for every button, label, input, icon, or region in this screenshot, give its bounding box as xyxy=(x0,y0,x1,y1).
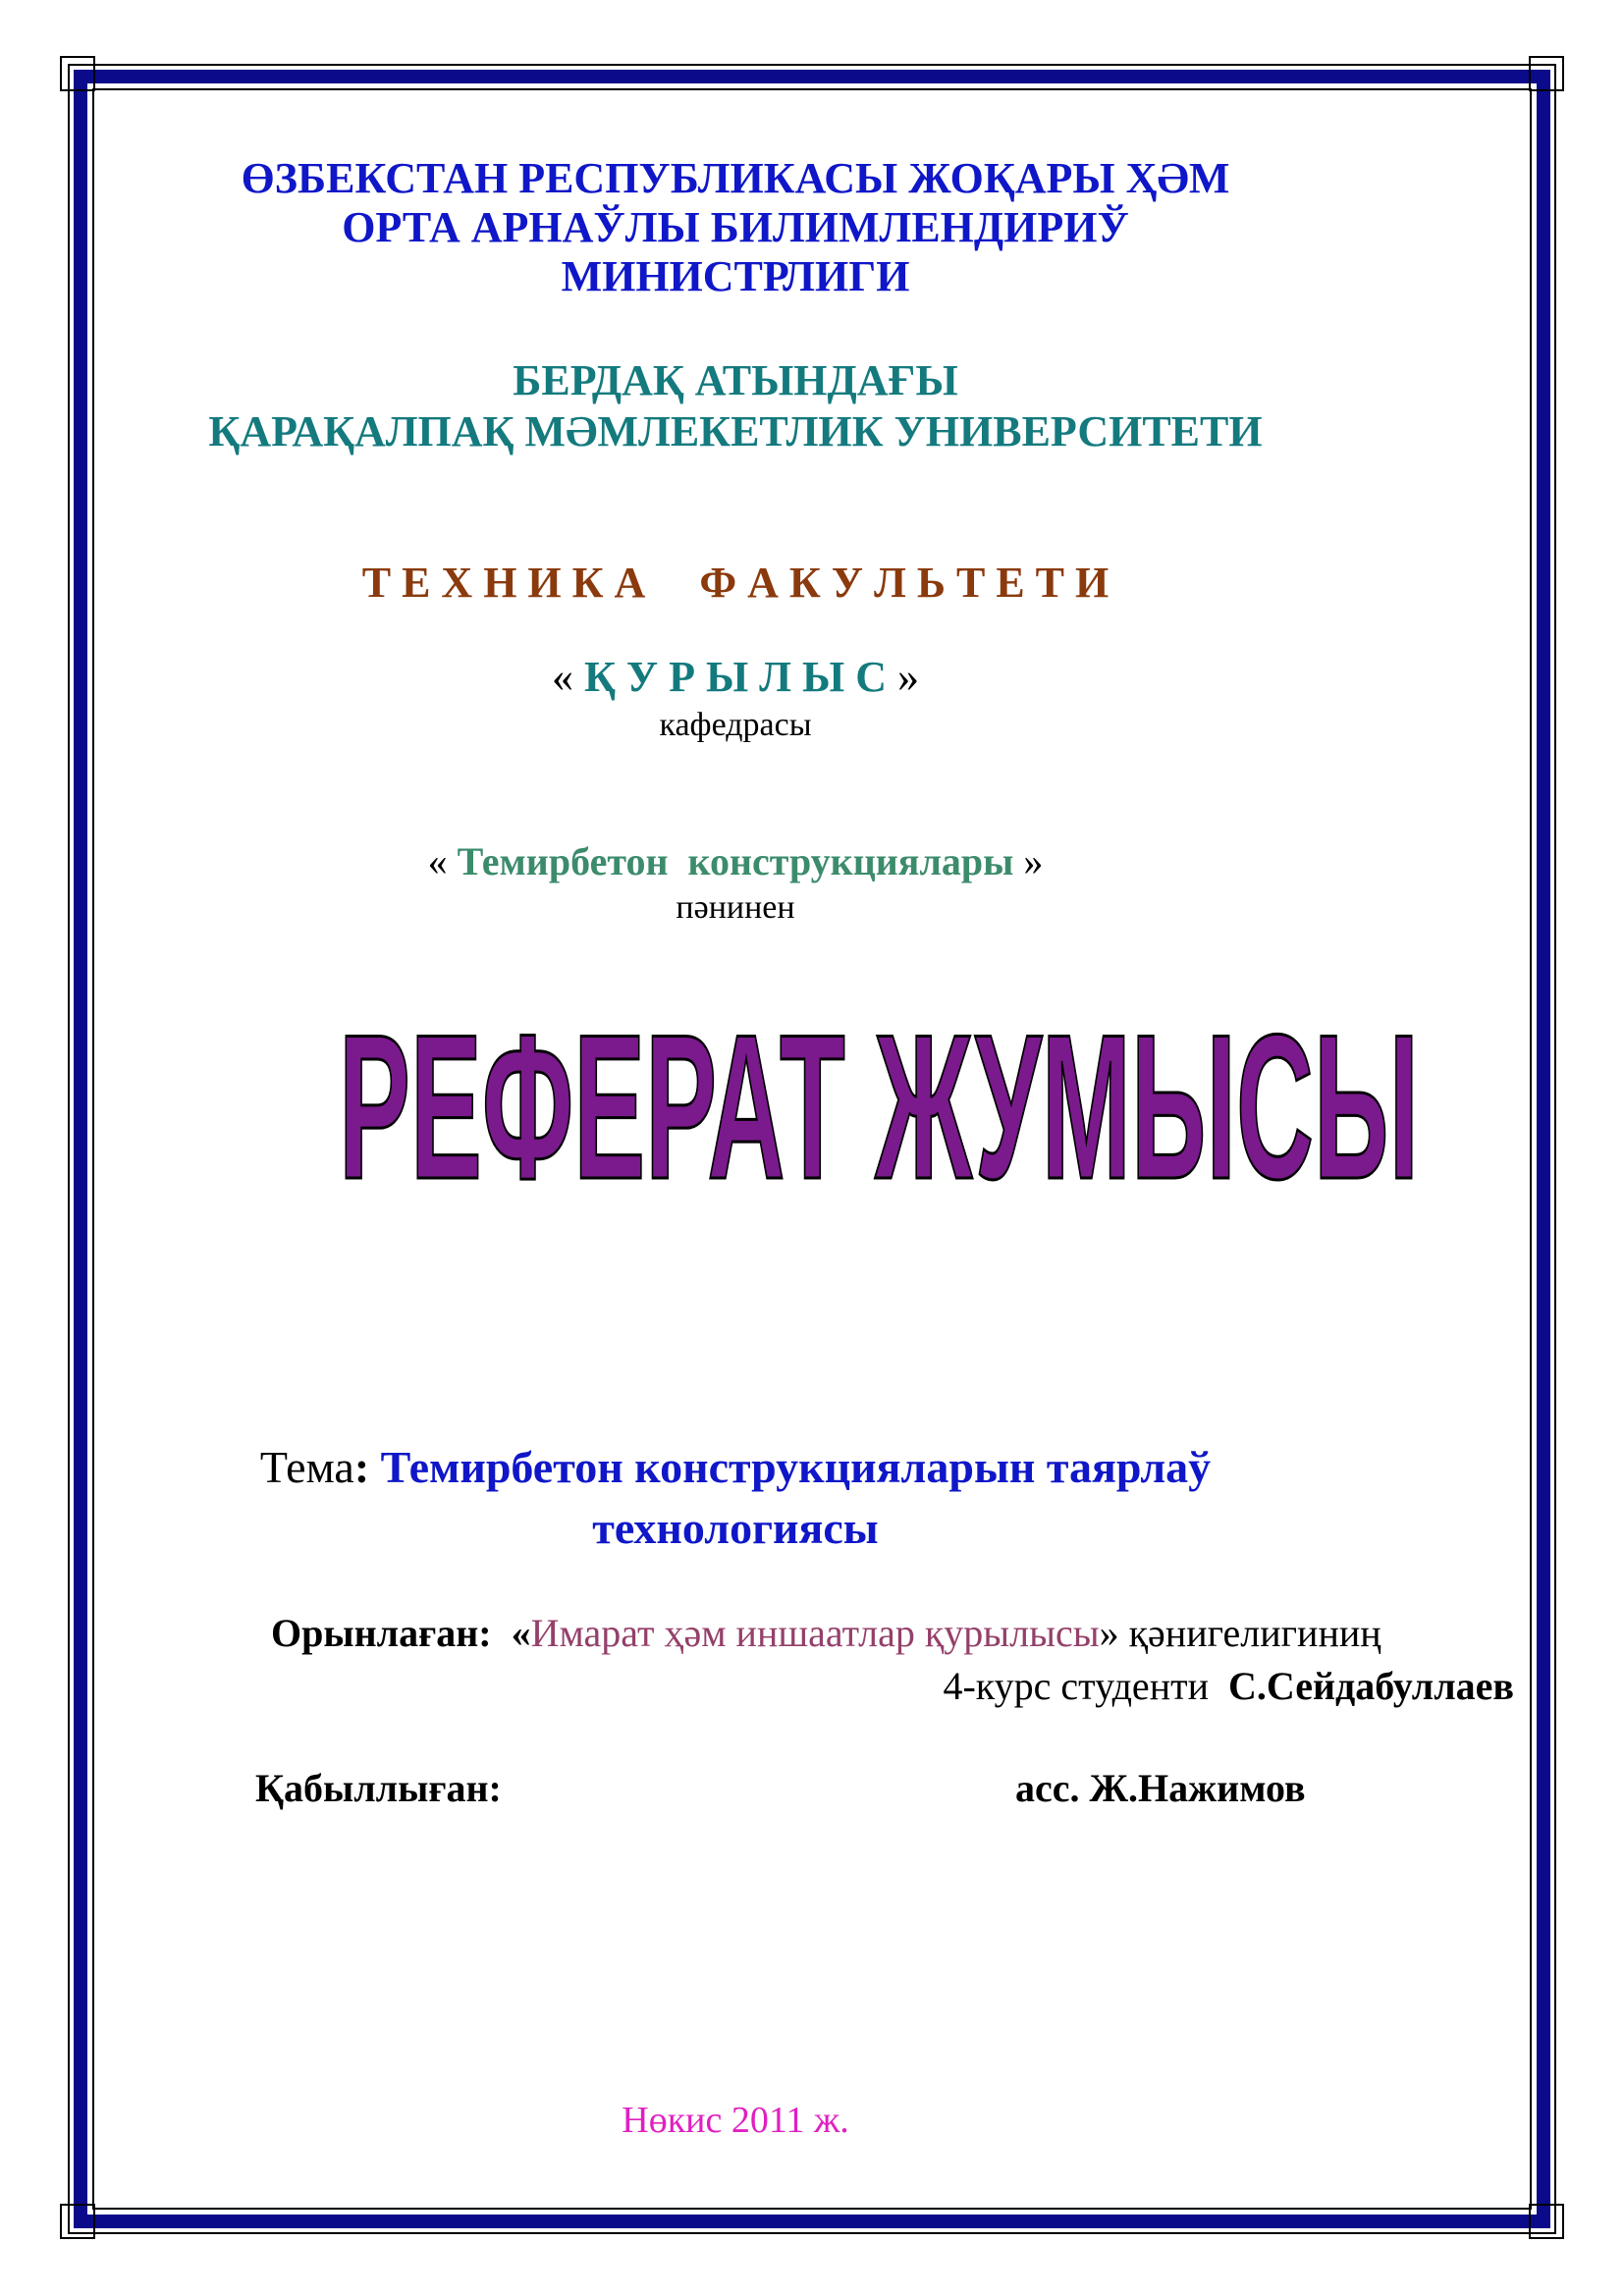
topic-line-2: технологиясы xyxy=(592,1503,879,1553)
subject-open-quote: « xyxy=(427,839,458,883)
subject-name: Темирбетон конструкциялары xyxy=(457,839,1014,883)
reviewer-label: Қабыллыған: xyxy=(255,1766,502,1810)
university-line-2: ҚАРАҚАЛПАҚ МӘМЛЕКЕТЛИК УНИВЕРСИТЕТИ xyxy=(208,407,1263,455)
department-open-quote: « xyxy=(551,653,584,701)
ministry-line-3: МИНИСТРЛИГИ xyxy=(561,252,910,300)
author-specialty: Имарат ҳәм иншаатлар қурылысы xyxy=(530,1611,1100,1655)
department-name: Қ У Р Ы Л Ы С xyxy=(583,653,888,701)
topic-colon: : xyxy=(353,1442,381,1492)
author-open-quote: « xyxy=(511,1611,531,1655)
faculty-name: Т Е Х Н И К А Ф А К У Л Ь Т Е Т И xyxy=(361,559,1110,607)
author-close-quote: » xyxy=(1099,1611,1129,1655)
author-line-2 xyxy=(943,1663,1514,1709)
work-title: РЕФЕРАТ ЖУМЫСЫ xyxy=(339,991,1419,1222)
ministry-line-2: ОРТА АРНАЎЛЫ БИЛИМЛЕНДИРИЎ xyxy=(342,203,1129,251)
university-line-1: БЕРДАҚ АТЫНДАҒЫ xyxy=(513,356,958,404)
department-suffix: кафедрасы xyxy=(659,707,812,743)
subject-suffix: пәнинен xyxy=(676,889,795,926)
topic-line-1 xyxy=(0,1441,1547,1493)
topic-label: Тема xyxy=(259,1442,354,1492)
subject-close-quote: » xyxy=(1013,839,1044,883)
author-course: 4-курс студенти xyxy=(943,1664,1228,1708)
reviewer-name: асс. Ж.Нажимов xyxy=(1015,1766,1306,1810)
author-specialty-suffix: қәнигелигиниң xyxy=(1128,1611,1381,1655)
footer-place-year: Нөкис 2011 ж. xyxy=(622,2100,849,2141)
topic-text-line-1: Темирбетон конструкцияларын таярлаў xyxy=(380,1442,1212,1492)
author-label: Орынлаған: xyxy=(271,1611,512,1655)
author-line-1 xyxy=(271,1610,1381,1656)
ministry-line-1: ӨЗБЕКСТАН РЕСПУБЛИКАСЫ ЖОҚАРЫ ҲӘМ xyxy=(241,154,1230,202)
department-close-quote: » xyxy=(887,653,920,701)
author-name: С.Сейдабуллаев xyxy=(1227,1664,1514,1708)
